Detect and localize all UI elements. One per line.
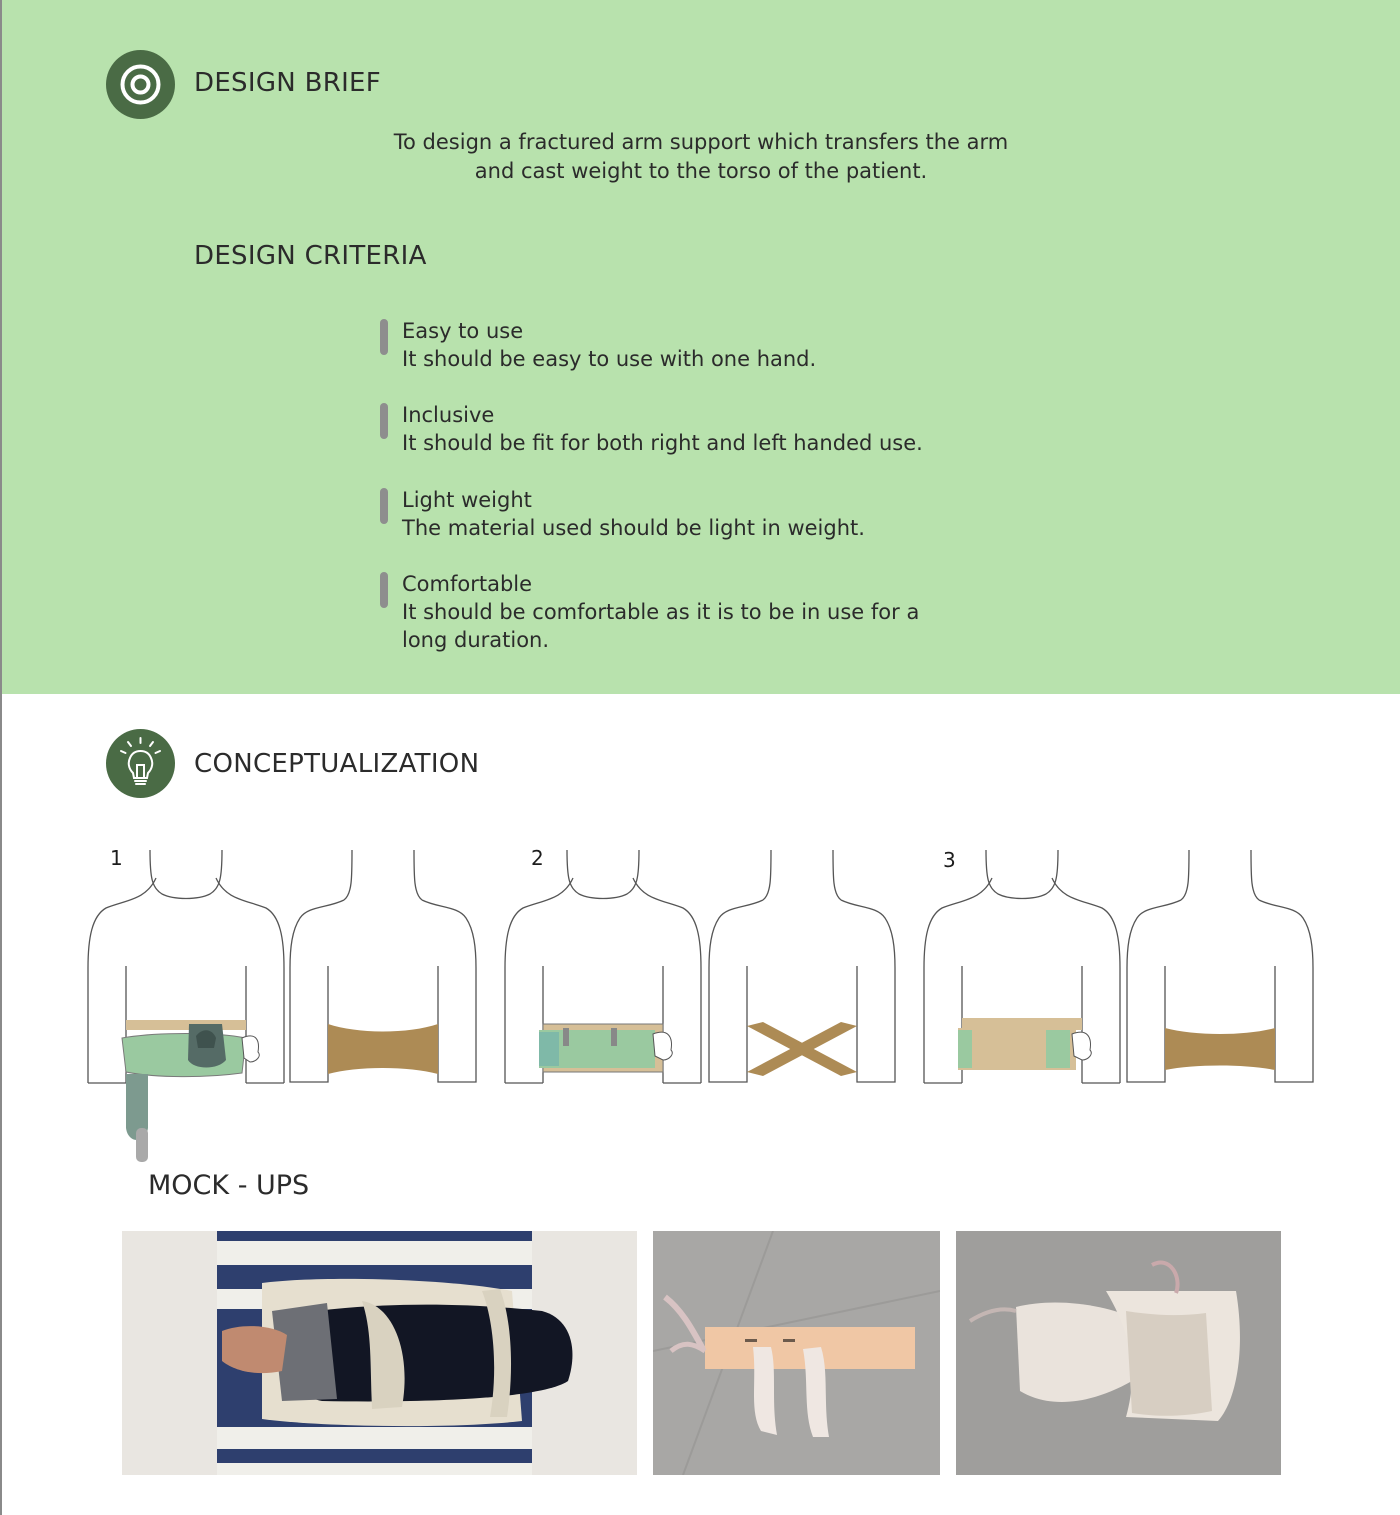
criterion-comfortable (380, 570, 980, 654)
concept-1-front-figure (86, 848, 286, 1172)
criterion-easy-to-use (380, 317, 980, 373)
target-icon (106, 50, 175, 119)
concept-1-back-figure (288, 848, 478, 1092)
concept-number-2: 2 (531, 846, 544, 870)
criterion-title: Easy to use (402, 319, 524, 343)
criterion-description: It should be comfortable as it is to be in use for a long duration. (402, 600, 920, 652)
conceptualization-heading: CONCEPTUALIZATION (194, 749, 480, 779)
criterion-description: It should be easy to use with one hand. (402, 347, 817, 371)
concept-3-back-figure (1125, 848, 1315, 1092)
mockups-heading: MOCK - UPS (148, 1170, 310, 1201)
criterion-description: The material used should be light in weight. (402, 516, 865, 540)
design-brief-text (370, 128, 1032, 186)
criterion-title: Inclusive (402, 403, 495, 427)
design-brief-line-2: and cast weight to the torso of the patient. (474, 159, 928, 183)
criterion-marker (380, 319, 388, 355)
criterion-marker (380, 488, 388, 524)
criterion-marker (380, 403, 388, 439)
criterion-title: Light weight (402, 488, 532, 512)
mockup-photo-flat (653, 1231, 940, 1475)
mockup-photo-worn (122, 1231, 637, 1475)
criterion-title: Comfortable (402, 572, 533, 596)
page-left-border (0, 0, 2, 1515)
concept-number-1: 1 (110, 846, 123, 870)
concept-2-back-figure (707, 848, 897, 1092)
criterion-description: It should be fit for both right and left handed use. (402, 431, 923, 455)
mockup-photo-rolled (956, 1231, 1281, 1475)
criterion-light-weight (380, 486, 980, 542)
criterion-marker (380, 572, 388, 608)
concept-number-3: 3 (943, 848, 956, 872)
concept-2-front-figure (503, 848, 703, 1092)
concept-3-front-figure (922, 848, 1122, 1092)
design-criteria-heading: DESIGN CRITERIA (194, 241, 427, 271)
design-brief-line-1: To design a fractured arm support which transfers the arm (393, 130, 1009, 154)
criterion-inclusive (380, 401, 980, 457)
lightbulb-icon (106, 729, 175, 798)
design-brief-heading: DESIGN BRIEF (194, 68, 382, 98)
